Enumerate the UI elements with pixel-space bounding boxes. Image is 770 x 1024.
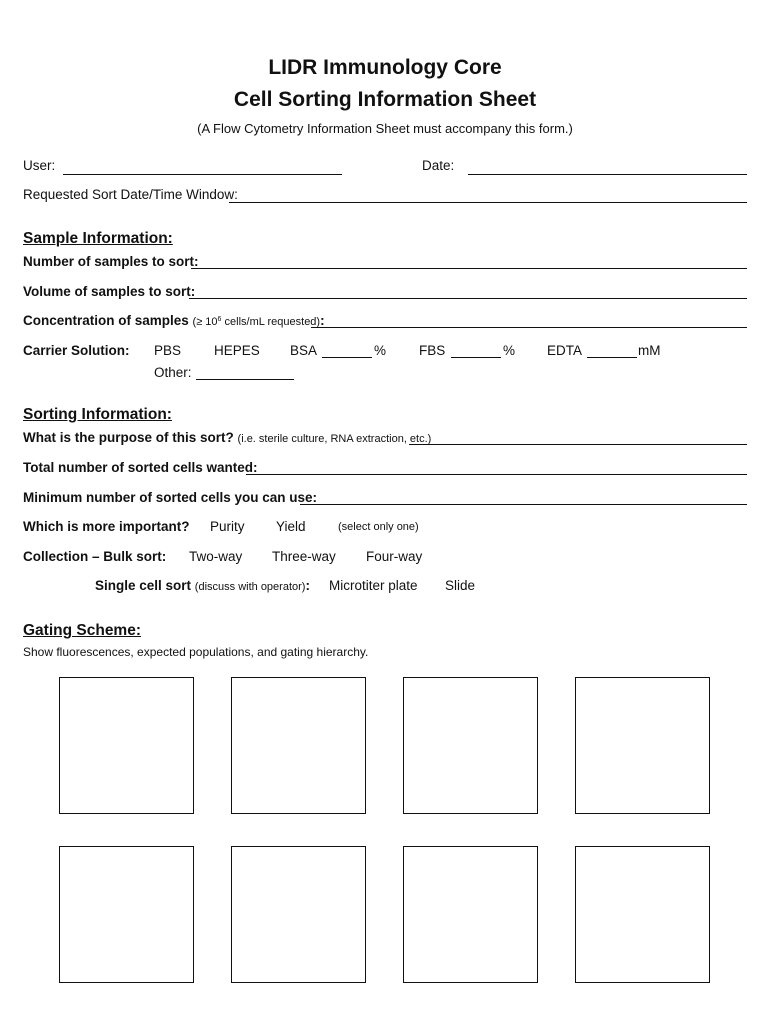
- single-cell-colon: :: [305, 578, 310, 593]
- gating-section-heading: Gating Scheme:: [23, 622, 141, 639]
- total-cells-label: Total number of sorted cells wanted:: [23, 460, 258, 475]
- hepes-option[interactable]: HEPES: [214, 343, 260, 358]
- purpose-label: What is the purpose of this sort?: [23, 430, 234, 445]
- volume-label: Volume of samples to sort:: [23, 284, 196, 299]
- bsa-option[interactable]: BSA: [290, 343, 318, 358]
- single-cell-label: Single cell sort: [95, 578, 192, 593]
- purity-option[interactable]: Purity: [210, 519, 245, 534]
- purpose-field[interactable]: [409, 444, 747, 445]
- yield-option[interactable]: Yield: [276, 519, 306, 534]
- concentration-label-row: [23, 313, 325, 328]
- sort-window-label: Requested Sort Date/Time Window:: [23, 187, 238, 202]
- volume-field[interactable]: [189, 298, 747, 299]
- concentration-note-exp: 6: [217, 316, 222, 323]
- pbs-option[interactable]: PBS: [154, 343, 182, 358]
- gating-box[interactable]: [575, 846, 710, 983]
- gating-box[interactable]: [59, 677, 194, 814]
- bsa-field[interactable]: [322, 357, 372, 358]
- single-cell-note: (discuss with operator): [194, 581, 306, 593]
- gating-box[interactable]: [403, 677, 538, 814]
- user-label: User:: [23, 158, 56, 173]
- form-title: LIDR Immunology Core: [268, 56, 502, 79]
- concentration-field[interactable]: [311, 327, 747, 328]
- slide-option[interactable]: Slide: [445, 578, 476, 593]
- other-label: Other:: [154, 365, 192, 380]
- min-cells-field[interactable]: [300, 504, 747, 505]
- gating-instructions: Show fluorescences, expected populations, and gating hierarchy.: [23, 645, 369, 659]
- gating-box[interactable]: [403, 846, 538, 983]
- microtiter-option[interactable]: Microtiter plate: [329, 578, 418, 593]
- sort-window-field[interactable]: [229, 202, 747, 203]
- two-way-option[interactable]: Two-way: [189, 549, 243, 564]
- four-way-option[interactable]: Four-way: [366, 549, 423, 564]
- form-note: (A Flow Cytometry Information Sheet must accompany this form.): [197, 121, 573, 136]
- num-samples-label: Number of samples to sort:: [23, 254, 199, 269]
- other-field[interactable]: [196, 379, 294, 380]
- form-subtitle-title: Cell Sorting Information Sheet: [233, 88, 537, 111]
- min-cells-label: Minimum number of sorted cells you can use:: [23, 490, 318, 505]
- concentration-label: Concentration of samples: [23, 313, 189, 328]
- gating-box[interactable]: [231, 846, 366, 983]
- fbs-field[interactable]: [451, 357, 501, 358]
- concentration-note-pre: (≥ 10: [192, 316, 218, 328]
- edta-field[interactable]: [587, 357, 637, 358]
- user-field[interactable]: [63, 174, 342, 175]
- concentration-note-post: cells/mL requested): [221, 316, 321, 328]
- fbs-percent: %: [503, 343, 516, 358]
- date-field[interactable]: [468, 174, 747, 175]
- sample-section-heading: Sample Information:: [23, 230, 173, 247]
- gating-box[interactable]: [575, 677, 710, 814]
- select-one-note: (select only one): [338, 521, 419, 533]
- single-cell-row: [95, 578, 310, 593]
- fbs-option[interactable]: FBS: [419, 343, 446, 358]
- gating-box[interactable]: [231, 677, 366, 814]
- gating-box[interactable]: [59, 846, 194, 983]
- purpose-note: (i.e. sterile culture, RNA extraction, etc.): [237, 433, 432, 445]
- bulk-sort-label: Collection – Bulk sort:: [23, 549, 167, 564]
- bsa-percent: %: [374, 343, 387, 358]
- edta-unit: mM: [638, 343, 661, 358]
- carrier-label: Carrier Solution:: [23, 343, 130, 358]
- sorting-section-heading: Sorting Information:: [23, 406, 172, 423]
- importance-label: Which is more important?: [23, 519, 190, 534]
- total-cells-field[interactable]: [246, 474, 747, 475]
- date-label: Date:: [422, 158, 455, 173]
- concentration-colon: :: [320, 313, 325, 328]
- num-samples-field[interactable]: [191, 268, 747, 269]
- edta-option[interactable]: EDTA: [547, 343, 583, 358]
- purpose-label-row: [23, 430, 431, 445]
- three-way-option[interactable]: Three-way: [272, 549, 336, 564]
